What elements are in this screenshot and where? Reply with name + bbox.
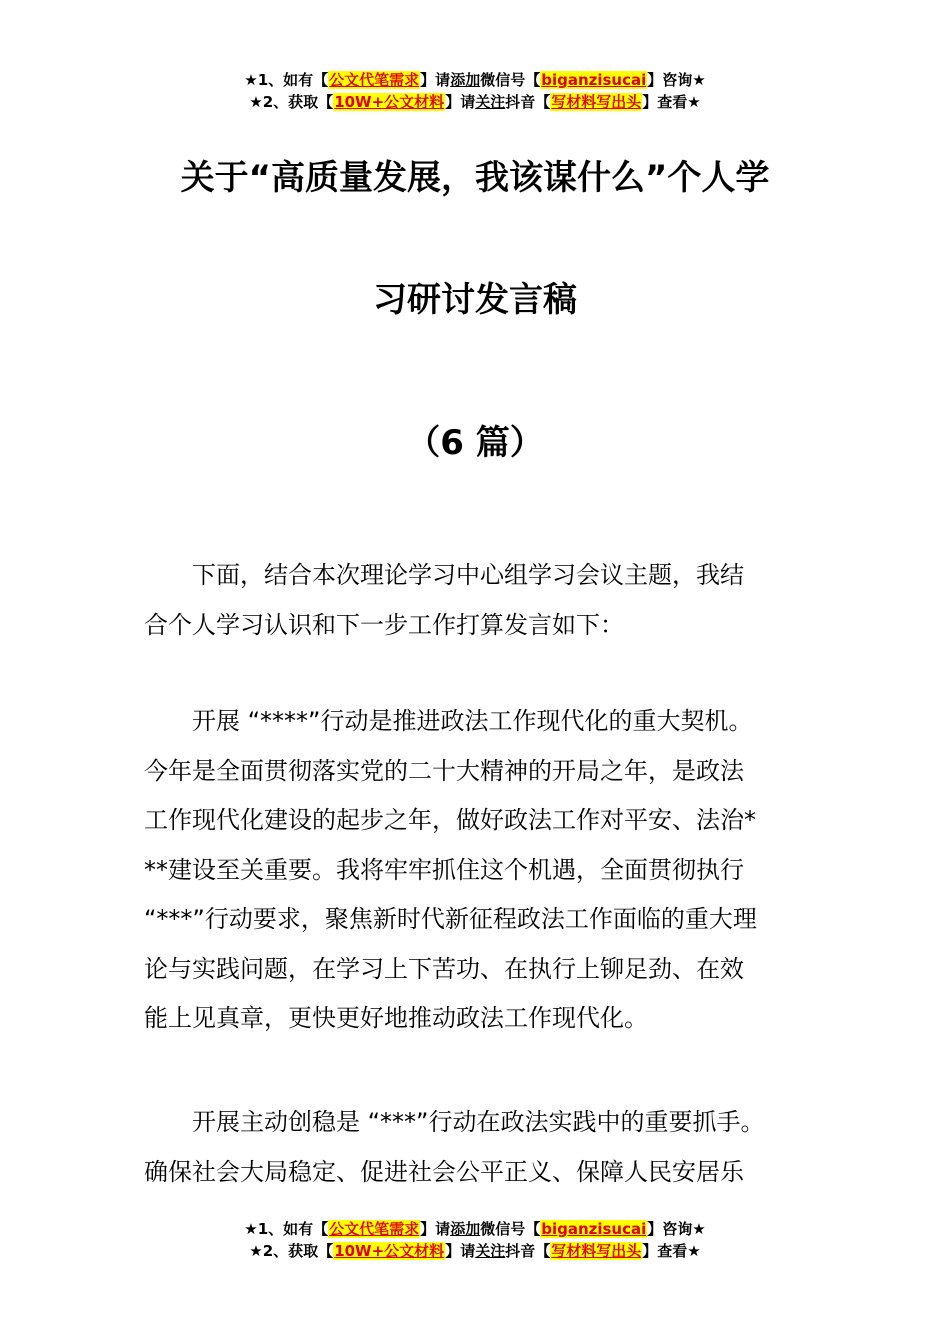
text-line: **建设至关重要。我将牢牢抓住这个机遇，全面贯彻执行 <box>144 855 744 884</box>
text-line: 工作现代化建设的起步之年，做好政法工作对平安、法治* <box>144 806 756 834</box>
promo-text: 】请 <box>420 71 451 89</box>
text-line: 下面，结合本次理论学习中心组学习会议主题，我结 <box>144 561 744 589</box>
promo-emphasis: 关注 <box>475 93 506 111</box>
promo-highlight: 公文代笔需求 <box>329 1220 420 1238</box>
document-title-count: （6 篇） <box>406 423 544 463</box>
promo-text: 】咨询★ <box>647 1220 706 1238</box>
promo-text: 抖音【 <box>505 93 551 111</box>
text-line: 能上见真章，更快更好地推动政法工作现代化。 <box>144 1004 648 1032</box>
promo-text: 】请 <box>420 1220 451 1238</box>
promo-line-1 <box>0 1218 950 1240</box>
promo-line-2 <box>0 1240 950 1262</box>
wechat-id: biganzisucai <box>541 71 647 89</box>
promo-text: 】查看★ <box>642 1242 701 1260</box>
promo-text: ★1、如有【 <box>244 71 329 89</box>
text-line: 今年是全面贯彻落实党的二十大精神的开局之年，是政法 <box>144 756 744 785</box>
promo-text: ★2、获取【 <box>249 93 334 111</box>
promo-text: 】请 <box>445 1242 476 1260</box>
document-title-line-2: 习研讨发言稿 <box>373 280 577 320</box>
promo-text: 】请 <box>445 93 476 111</box>
text-line: “***”行动要求，聚焦新时代新征程政法工作面临的重大理 <box>144 905 757 933</box>
promo-text: 微信号【 <box>480 1220 541 1238</box>
paragraph-body-2 <box>144 1098 808 1197</box>
promo-line-2 <box>0 91 950 113</box>
promo-emphasis: 添加 <box>450 71 481 89</box>
paragraph-intro <box>144 551 808 650</box>
promo-text: 微信号【 <box>480 71 541 89</box>
paragraph-body-1 <box>144 697 808 1044</box>
promo-line-1 <box>0 69 950 91</box>
promo-highlight: 10W+公文材料 <box>334 1242 445 1260</box>
text-line: 论与实践问题，在学习上下苦功、在执行上铆足劲、在效 <box>144 954 744 983</box>
text-line: 合个人学习认识和下一步工作打算发言如下： <box>144 610 624 639</box>
promo-text: ★2、获取【 <box>249 1242 334 1260</box>
top-promo-banner <box>0 69 950 113</box>
douyin-id: 写材料写出头 <box>551 1242 642 1260</box>
promo-text: 抖音【 <box>505 1242 551 1260</box>
promo-highlight: 10W+公文材料 <box>334 93 445 111</box>
bottom-promo-banner <box>0 1218 950 1262</box>
promo-text: 】咨询★ <box>647 71 706 89</box>
promo-highlight: 公文代笔需求 <box>329 71 420 89</box>
text-line: 开展主动创稳是 “***”行动在政法实践中的重要抓手。 <box>144 1108 765 1136</box>
douyin-id: 写材料写出头 <box>551 93 642 111</box>
promo-text: ★1、如有【 <box>244 1220 329 1238</box>
document-title-line-1: 关于“高质量发展，我该谋什么”个人学 <box>180 158 770 198</box>
wechat-id: biganzisucai <box>541 1220 647 1238</box>
promo-emphasis: 关注 <box>475 1242 506 1260</box>
promo-emphasis: 添加 <box>450 1220 481 1238</box>
promo-text: 】查看★ <box>642 93 701 111</box>
text-line: 确保社会大局稳定、促进社会公平正义、保障人民安居乐 <box>144 1157 744 1186</box>
text-line: 开展 “****”行动是推进政法工作现代化的重大契机。 <box>144 707 753 735</box>
